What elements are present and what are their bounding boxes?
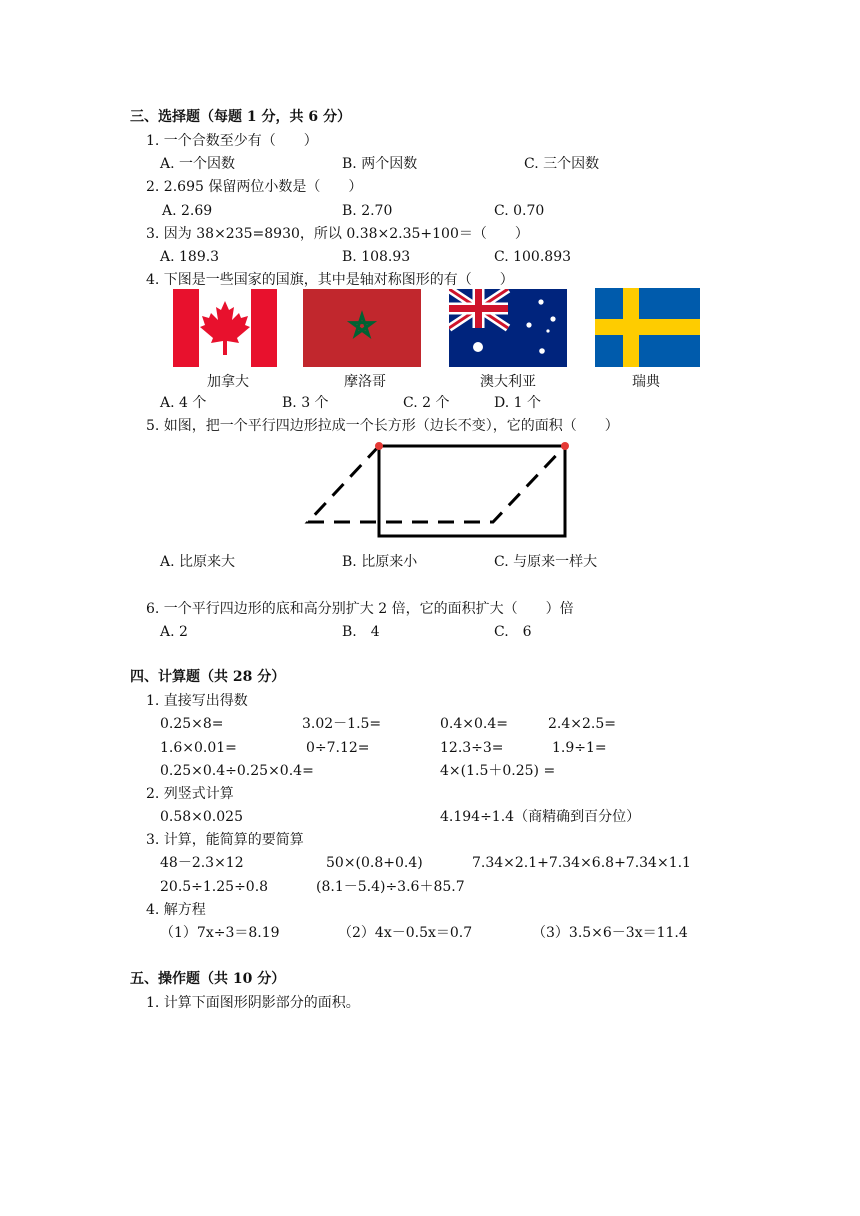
p3-item: 7.34×2.1+7.34×6.8+7.34×1.1 <box>472 855 691 871</box>
flag-caption-sweden: 瑞典 <box>632 374 660 390</box>
canada-flag <box>173 289 277 367</box>
q6-option-c: C. 6 <box>494 624 532 640</box>
p2-title: 2. 列竖式计算 <box>146 786 234 802</box>
q3-option-c: C. 100.893 <box>494 249 572 265</box>
p1-item: 0.25×8= <box>160 716 224 732</box>
australia-flag <box>449 289 567 367</box>
p3-item: (8.1－5.4)÷3.6＋85.7 <box>316 879 465 895</box>
q1-option-a: A. 一个因数 <box>160 156 236 172</box>
flag-caption-australia: 澳大利亚 <box>480 374 536 390</box>
section4-heading: 四、计算题（共 28 分） <box>130 669 286 685</box>
p1-item: 3.02－1.5= <box>302 716 382 732</box>
q3-option-a: A. 189.3 <box>160 249 220 265</box>
parallelogram-rectangle-diagram <box>300 436 580 540</box>
q5-option-b: B. 比原来小 <box>342 554 418 570</box>
q4-option-a: A. 4 个 <box>160 395 207 411</box>
p3-item: 50×(0.8+0.4) <box>326 855 423 871</box>
p4-item: （3）3.5×6－3x＝11.4 <box>532 925 688 941</box>
q2-option-a: A. 2.69 <box>162 203 213 219</box>
p4-item: （2）4x－0.5x＝0.7 <box>338 925 473 941</box>
q2-option-c: C. 0.70 <box>494 203 545 219</box>
q4-option-c: C. 2 个 <box>403 395 450 411</box>
section5-heading: 五、操作题（共 10 分） <box>130 971 286 987</box>
p2-item: 0.58×0.025 <box>160 809 243 825</box>
vertex-point-right <box>561 442 569 450</box>
p4-item: （1）7x÷3＝8.19 <box>160 925 280 941</box>
q4-option-b: B. 3 个 <box>282 395 329 411</box>
vertex-point-left <box>375 442 383 450</box>
p2-item: 4.194÷1.4（商精确到百分位） <box>440 809 641 825</box>
s5-q1: 1. 计算下面图形阴影部分的面积。 <box>146 995 360 1011</box>
q1-option-b: B. 两个因数 <box>342 156 418 172</box>
flag-caption-canada: 加拿大 <box>207 374 249 390</box>
p4-title: 4. 解方程 <box>146 902 206 918</box>
q5-stem: 5. 如图，把一个平行四边形拉成一个长方形（边长不变），它的面积（ ） <box>146 418 619 434</box>
p1-item: 4×(1.5＋0.25) = <box>440 763 556 779</box>
p1-title: 1. 直接写出得数 <box>146 693 248 709</box>
q2-option-b: B. 2.70 <box>342 203 393 219</box>
q3-option-b: B. 108.93 <box>342 249 411 265</box>
p1-item: 12.3÷3= <box>440 740 504 756</box>
p1-item: 1.6×0.01= <box>160 740 237 756</box>
p1-item: 0÷7.12= <box>306 740 370 756</box>
q6-option-b: B. 4 <box>342 624 380 640</box>
q4-option-d: D. 1 个 <box>494 395 541 411</box>
p3-title: 3. 计算，能简算的要简算 <box>146 832 304 848</box>
p1-item: 0.4×0.4= <box>440 716 508 732</box>
p3-item: 20.5÷1.25÷0.8 <box>160 879 269 895</box>
sweden-flag <box>595 288 700 367</box>
q5-option-c: C. 与原来一样大 <box>494 554 598 570</box>
p3-item: 48－2.3×12 <box>160 855 244 871</box>
p1-item: 0.25×0.4÷0.25×0.4= <box>160 763 314 779</box>
q4-stem: 4. 下图是一些国家的国旗，其中是轴对称图形的有（ ） <box>146 272 514 288</box>
p1-item: 2.4×2.5= <box>548 716 616 732</box>
section3-heading: 三、选择题（每题 1 分，共 6 分） <box>130 109 351 125</box>
union-jack-icon <box>449 289 508 328</box>
q1-option-c: C. 三个因数 <box>524 156 600 172</box>
q2-stem: 2. 2.695 保留两位小数是（ ） <box>146 179 363 195</box>
q5-option-a: A. 比原来大 <box>160 554 236 570</box>
q3-stem: 3. 因为 38×235=8930，所以 0.38×2.35+100＝（ ） <box>146 226 529 242</box>
p1-item: 1.9÷1= <box>552 740 607 756</box>
q6-option-a: A. 2 <box>160 624 188 640</box>
flag-caption-morocco: 摩洛哥 <box>344 374 386 390</box>
q6-stem: 6. 一个平行四边形的底和高分别扩大 2 倍，它的面积扩大（ ）倍 <box>146 601 574 617</box>
q1-stem: 1. 一个合数至少有（ ） <box>146 133 318 149</box>
morocco-flag <box>303 289 421 367</box>
